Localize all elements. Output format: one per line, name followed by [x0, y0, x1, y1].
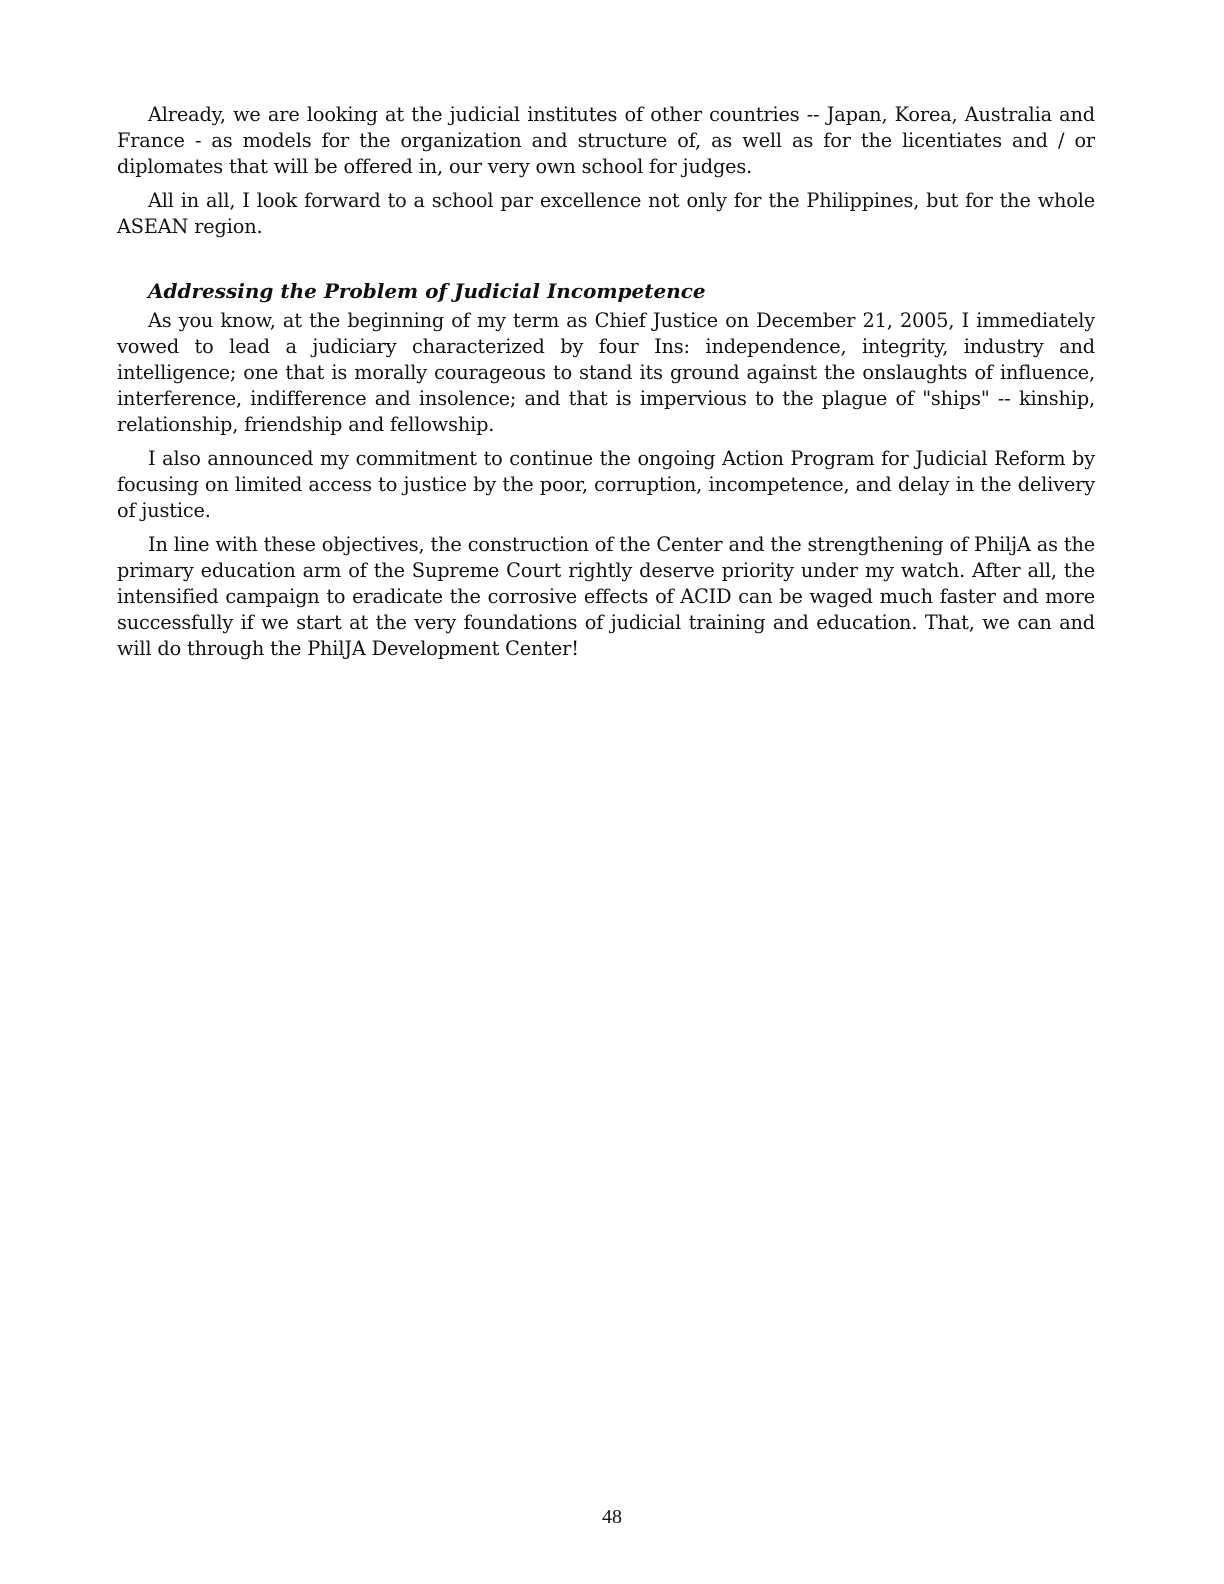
page-number: 48 — [602, 1506, 622, 1528]
document-page — [117, 102, 1095, 670]
paragraph-action-program: I also announced my commitment to continue the ongoing Action Program for Judicial Reform by focusing on limited access to justice by the poor, corruption, incompetence, and delay in the delivery of justice. — [117, 447, 1095, 522]
paragraph-school-excellence: All in all, I look forward to a school par excellence not only for the Philippines, but for the whole ASEAN region. — [117, 189, 1095, 238]
section-heading: Addressing the Problem of Judicial Incompetence — [148, 279, 706, 303]
paragraph-philja-center: In line with these objectives, the construction of the Center and the strengthening of PhiljA as the primary education arm of the Supreme Court rightly deserve priority under my watch. After all, the intensified campaign to eradicate the corrosive effects of ACID can be waged much faster and more successfully if we start at the very foundations of judicial training and education. That, we can and will do through the PhilJA Development Center! — [117, 533, 1095, 660]
paragraph-four-ins: As you know, at the beginning of my term as Chief Justice on December 21, 2005, I immediately vowed to lead a judiciary characterized by four Ins: independence, integrity, industry and intelligence; one that is morally courageous to stand its ground against the onslaughts of influence, interference, indifference and insolence; and that is impervious to the plague of "ships" -- kinship, relationship, friendship and fellowship. — [117, 309, 1095, 436]
paragraph-judicial-institutes: Already, we are looking at the judicial institutes of other countries -- Japan, Korea, Australia and France - as models for the organization and structure of, as well as for the licentiates and / or diplomates that will be offered in, our very own school for judges. — [117, 103, 1095, 178]
